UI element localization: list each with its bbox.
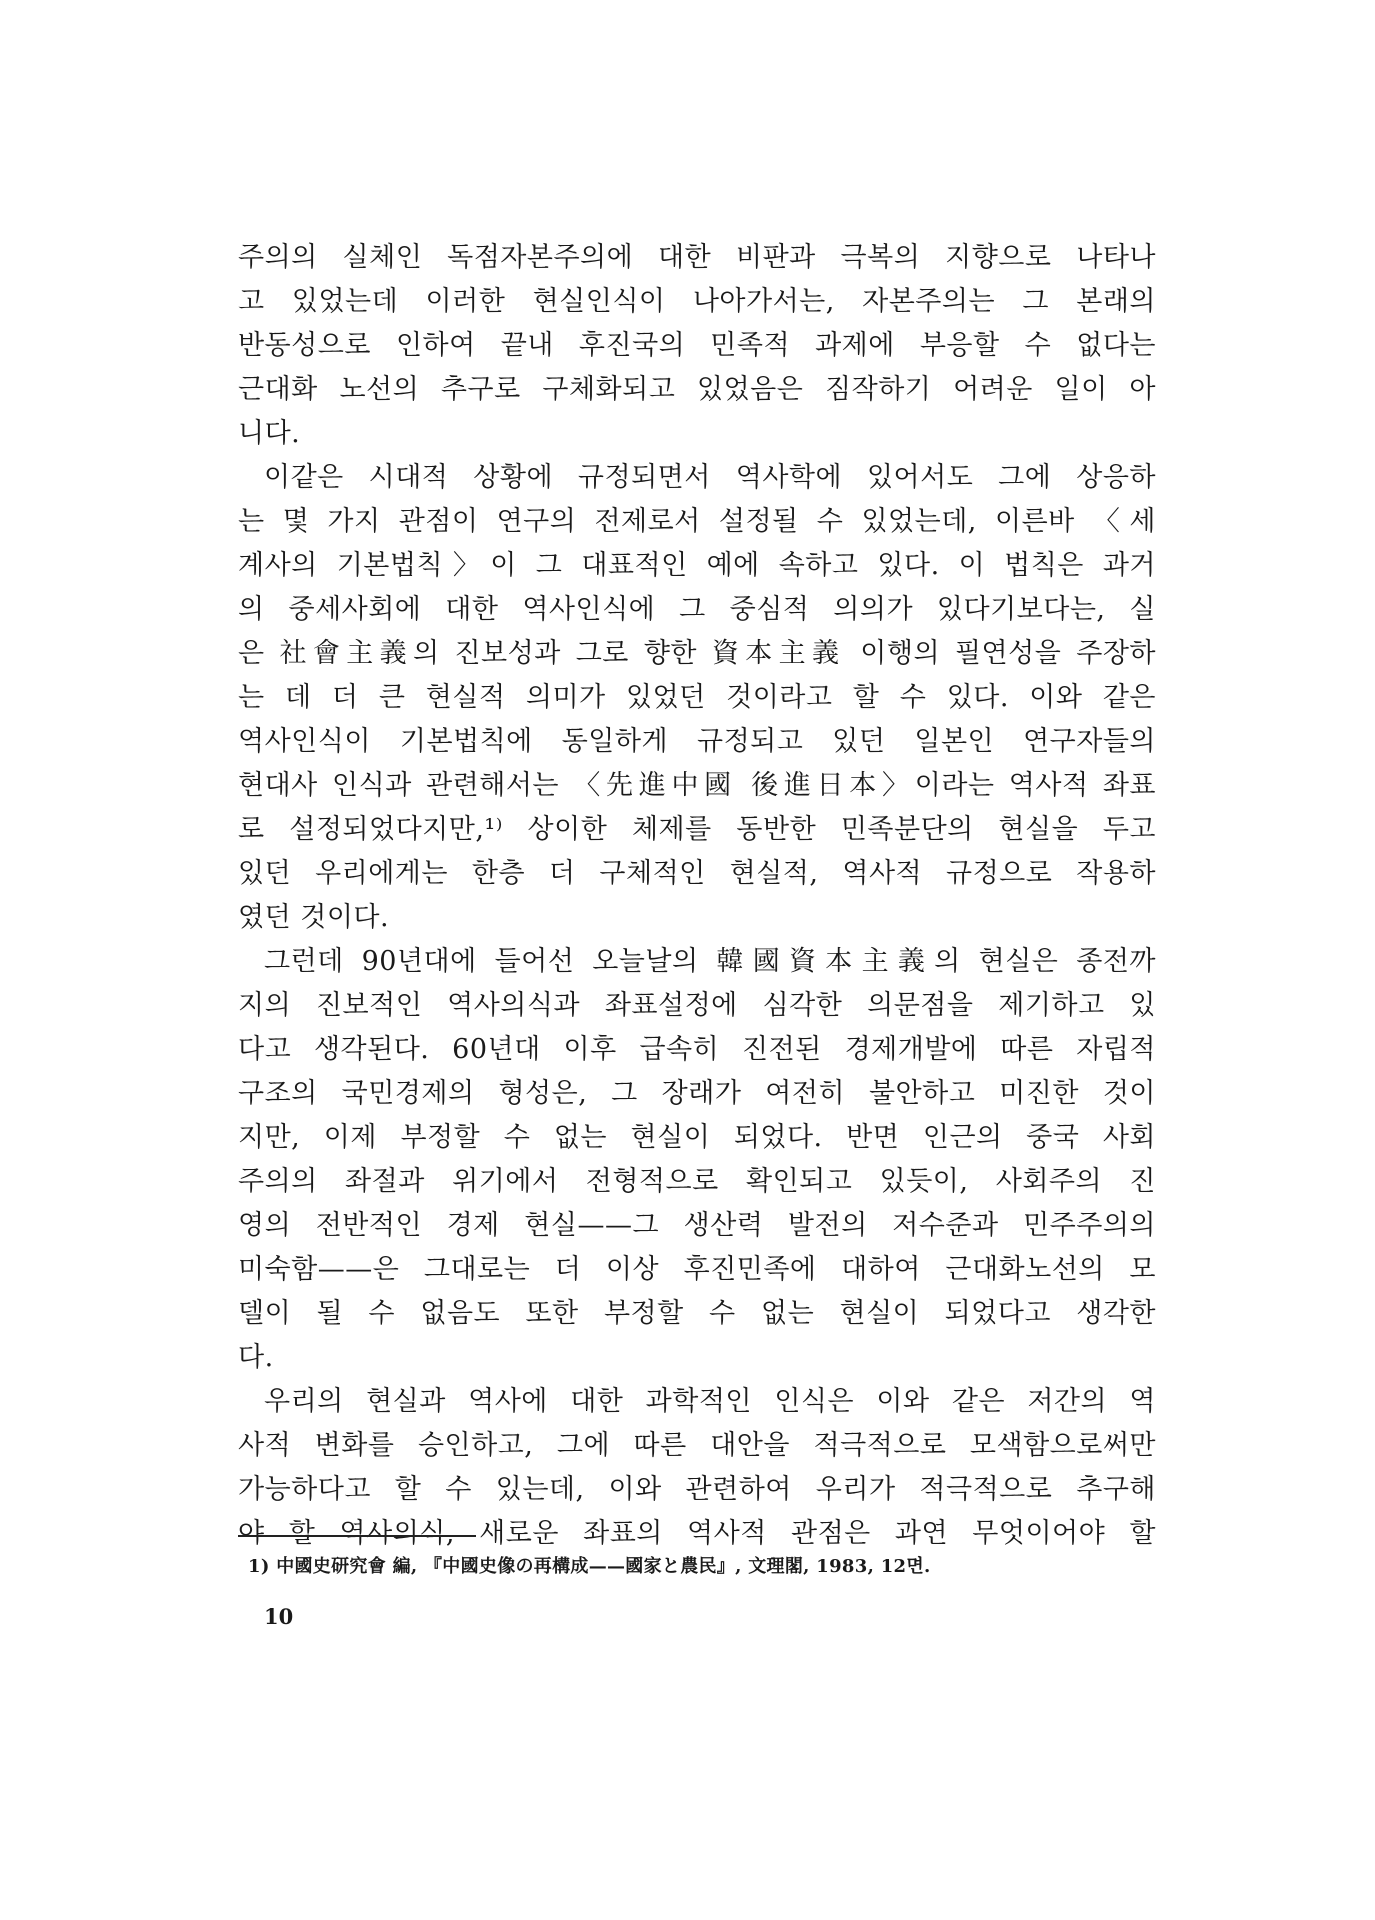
text-line: 미숙함——은 그대로는 더 이상 후진민족에 대하여 근대화노선의 모 — [238, 1254, 1156, 1285]
text-line: 델이 될 수 없음도 또한 부정할 수 없는 현실이 되었다고 생각한 — [238, 1298, 1156, 1329]
text-line: 영의 전반적인 경제 현실——그 생산력 발전의 저수준과 민주주의의 — [238, 1210, 1156, 1241]
text-line: 의 중세사회에 대한 역사인식에 그 중심적 의의가 있다기보다는, 실 — [238, 594, 1156, 625]
text-line: 반동성으로 인하여 끝내 후진국의 민족적 과제에 부응할 수 없다는 — [238, 330, 1156, 361]
text-line: 우리의 현실과 역사에 대한 과학적인 인식은 이와 같은 저간의 역 — [264, 1386, 1156, 1417]
text-line: 근대화 노선의 추구로 구체화되고 있었음은 짐작하기 어려운 일이 아 — [238, 374, 1156, 405]
text-line: 는 데 더 큰 현실적 의미가 있었던 것이라고 할 수 있다. 이와 같은 — [238, 682, 1156, 713]
text-line: 니다. — [238, 418, 301, 449]
text-line: 그런데 90년대에 들어선 오늘날의 韓國資本主義의 현실은 종전까 — [264, 946, 1156, 977]
text-line: 가능하다고 할 수 있는데, 이와 관련하여 우리가 적극적으로 추구해 — [238, 1474, 1156, 1505]
text-line: 주의의 실체인 독점자본주의에 대한 비판과 극복의 지향으로 나타나 — [238, 242, 1156, 273]
text-line: 역사인식이 기본법칙에 동일하게 규정되고 있던 일본인 연구자들의 — [238, 726, 1156, 757]
text-line: 로 설정되었다지만,¹⁾ 상이한 체제를 동반한 민족분단의 현실을 두고 — [238, 814, 1156, 845]
text-line: 현대사 인식과 관련해서는 〈先進中國 後進日本〉이라는 역사적 좌표 — [238, 770, 1156, 801]
text-line: 였던 것이다. — [238, 902, 390, 933]
text-line: 사적 변화를 승인하고, 그에 따른 대안을 적극적으로 모색함으로써만 — [238, 1430, 1156, 1461]
page-number: 10 — [264, 1604, 294, 1629]
text-line: 야 할 역사의식, 새로운 좌표의 역사적 관점은 과연 무엇이어야 할 — [238, 1518, 1156, 1549]
text-line: 고 있었는데 이러한 현실인식이 나아가서는, 자본주의는 그 본래의 — [238, 286, 1156, 317]
text-line: 지의 진보적인 역사의식과 좌표설정에 심각한 의문점을 제기하고 있 — [238, 990, 1156, 1021]
text-line: 지만, 이제 부정할 수 없는 현실이 되었다. 반면 인근의 중국 사회 — [238, 1122, 1156, 1153]
text-line: 주의의 좌절과 위기에서 전형적으로 확인되고 있듯이, 사회주의 진 — [238, 1166, 1156, 1197]
text-line: 구조의 국민경제의 형성은, 그 장래가 여전히 불안하고 미진한 것이 — [238, 1078, 1156, 1109]
body-text — [238, 236, 1156, 1556]
text-line: 다. — [238, 1342, 274, 1373]
footnote-divider — [238, 1535, 476, 1537]
text-line: 계사의 기본법칙〉이 그 대표적인 예에 속하고 있다. 이 법칙은 과거 — [238, 550, 1156, 581]
text-line: 은 社會主義의 진보성과 그로 향한 資本主義 이행의 필연성을 주장하 — [238, 638, 1156, 669]
footnote: 1) 中國史研究會 編, 『中國史像の再構成——國家と農民』, 文理閣, 1983, 12면. — [248, 1556, 931, 1577]
text-line: 있던 우리에게는 한층 더 구체적인 현실적, 역사적 규정으로 작용하 — [238, 858, 1156, 889]
text-line: 이같은 시대적 상황에 규정되면서 역사학에 있어서도 그에 상응하 — [264, 462, 1156, 493]
text-line: 는 몇 가지 관점이 연구의 전제로서 설정될 수 있었는데, 이른바 〈세 — [238, 506, 1156, 537]
text-line: 다고 생각된다. 60년대 이후 급속히 진전된 경제개발에 따른 자립적 — [238, 1034, 1156, 1065]
